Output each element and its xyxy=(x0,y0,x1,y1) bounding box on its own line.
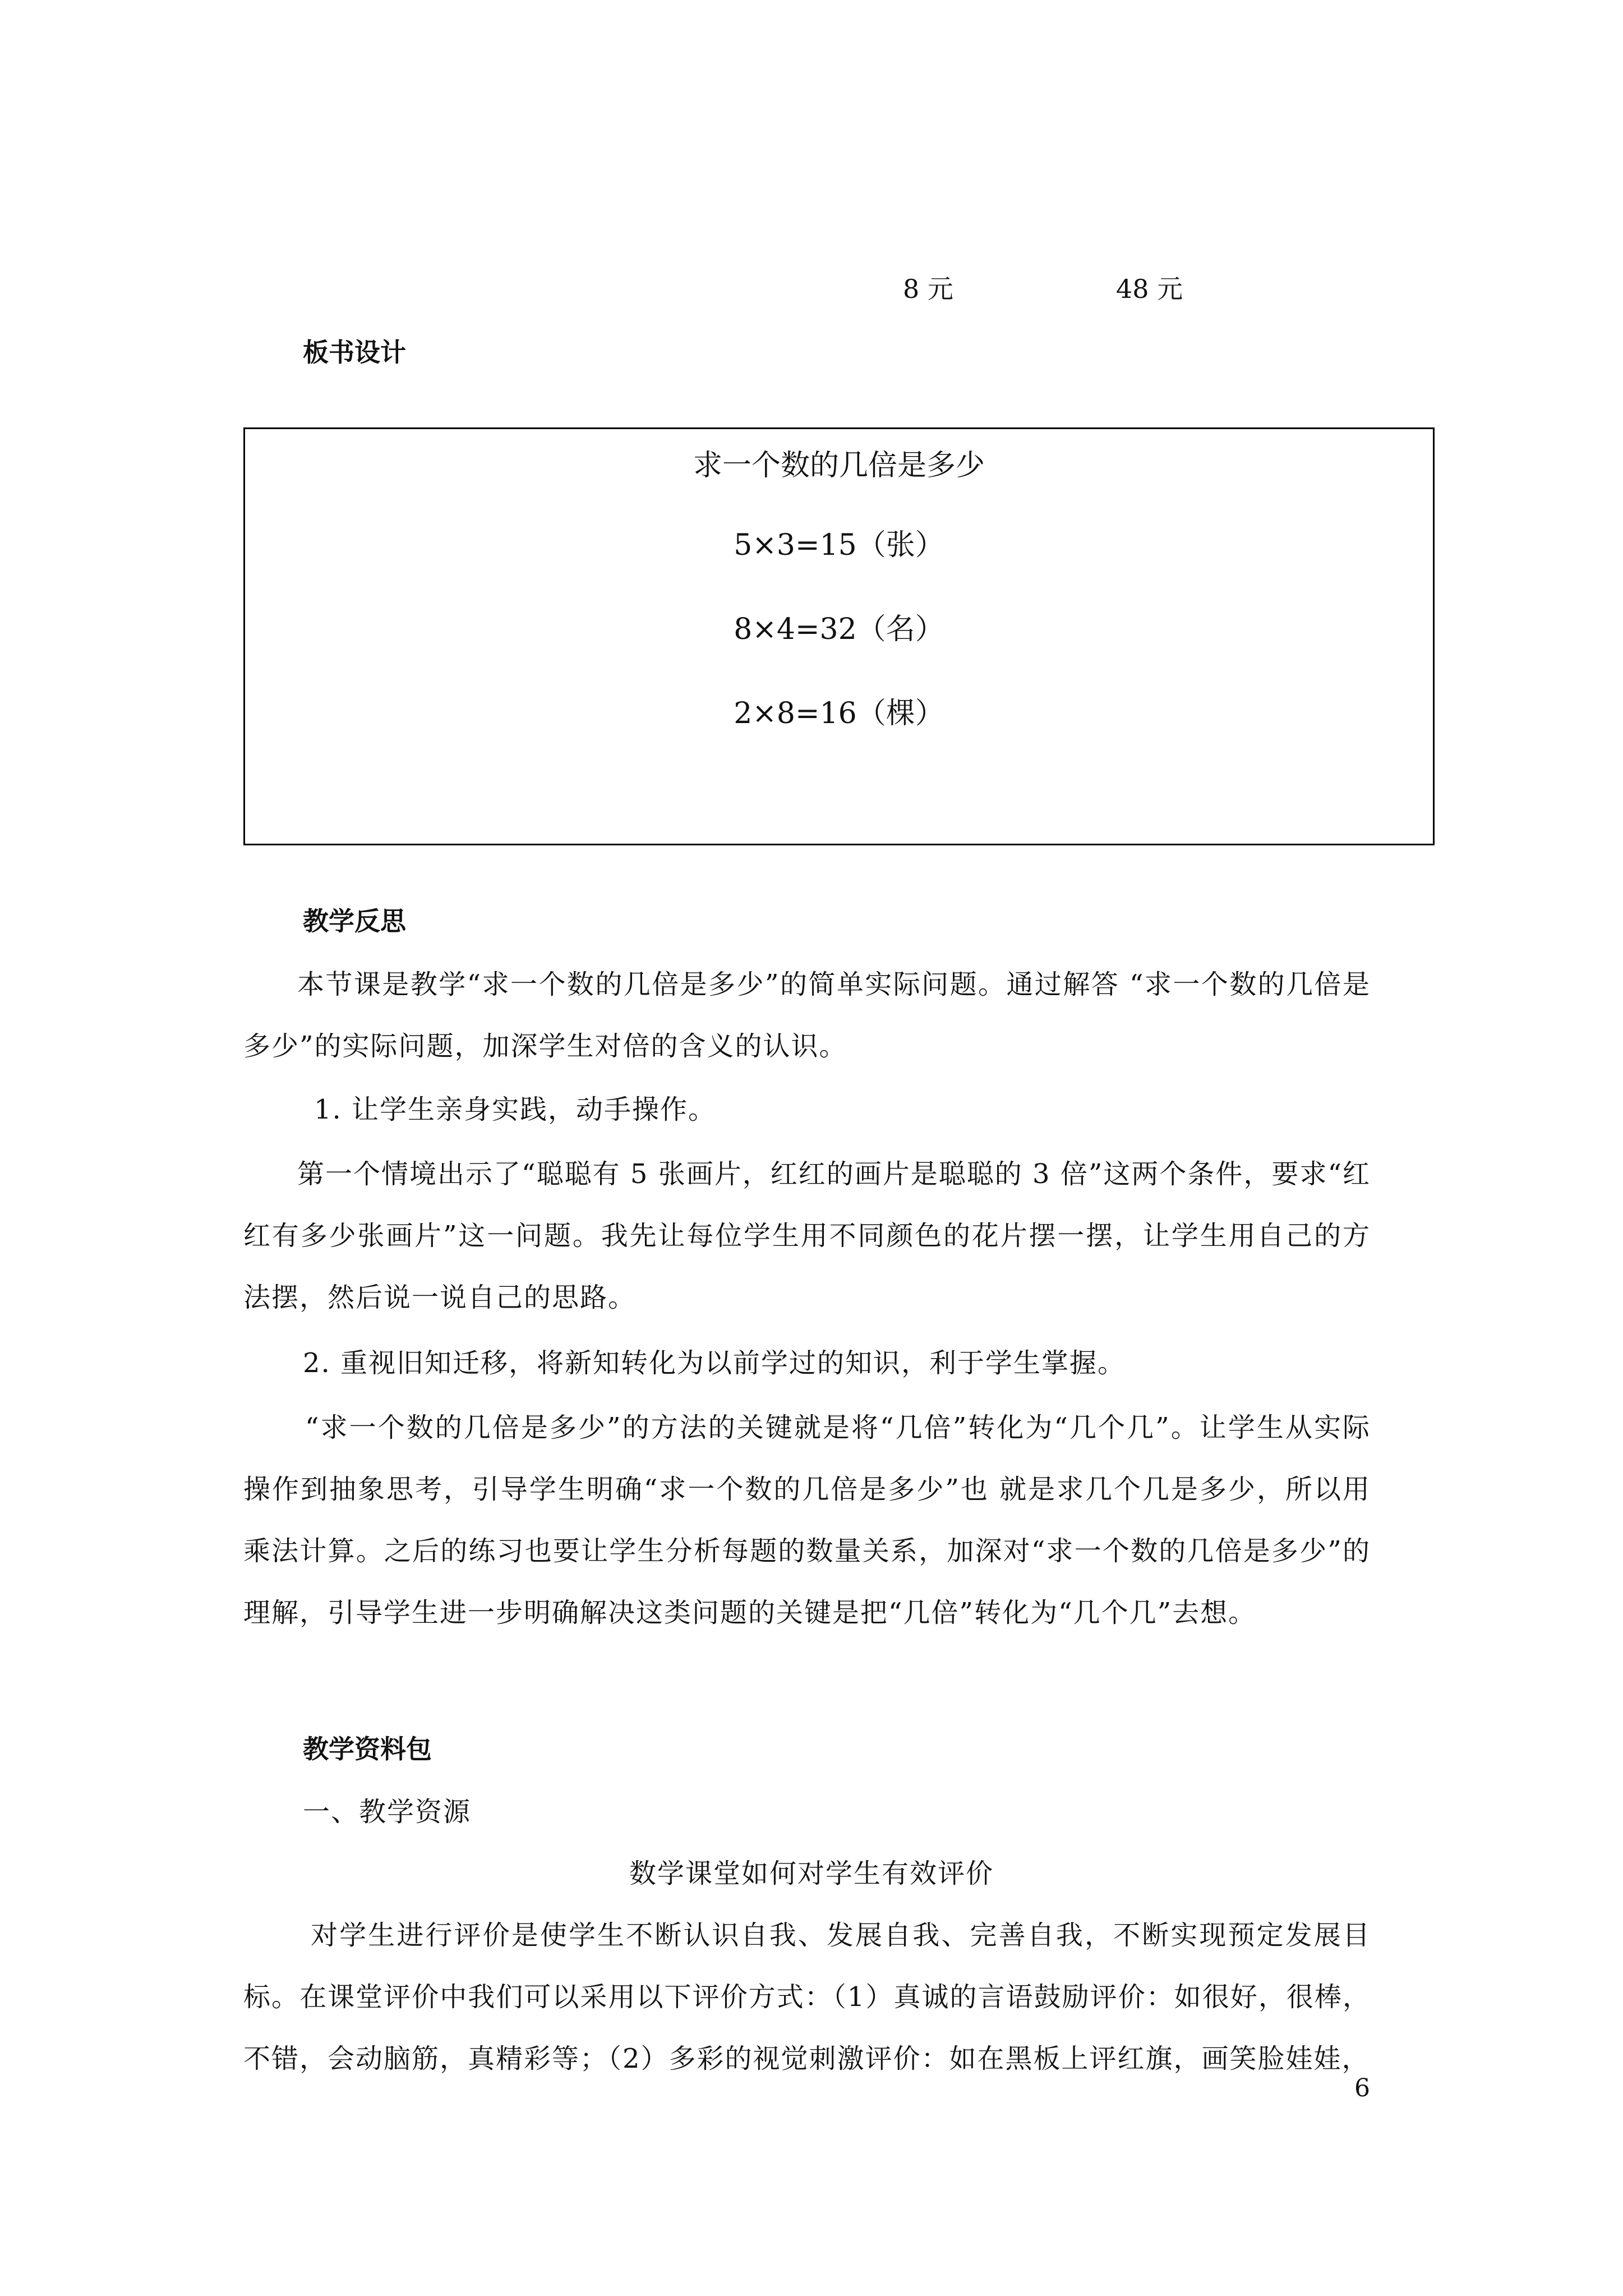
board-equation-2: 8×4=32（名） xyxy=(734,613,944,646)
reflection-point-2-title: 2. 重视旧知迁移，将新知转化为以前学过的知识，利于学生掌握。 xyxy=(303,1347,1126,1379)
reflection-point-2-body: “求一个数的几倍是多少”的方法的关键就是将“几倍”转化为“几个几”。让学生从实际操作到抽象思考，引导学生明确“求一个数的几倍是多少”也 就是求几个几是多少，所以用乘法计算。之后的练习也要让学生分析每题的数量关系，加深对“求一个数的几倍是多少”的理解，引导学生进一步明确解决这类问题的关键是把“几倍”转化为“几个几”去想。 xyxy=(243,1412,1371,1628)
reflection-point-1-title: 1. 让学生亲身实践，动手操作。 xyxy=(314,1094,717,1125)
article-title: 数学课堂如何对学生有效评价 xyxy=(629,1858,994,1889)
board-design-heading: 板书设计 xyxy=(303,337,406,367)
board-equation-1: 5×3=15（张） xyxy=(734,528,944,562)
amount-left: 8 元 xyxy=(903,274,953,304)
reflection-heading: 教学反思 xyxy=(303,906,406,936)
resources-subheading: 一、教学资源 xyxy=(303,1796,472,1828)
board-title: 求一个数的几倍是多少 xyxy=(693,449,985,482)
amount-right: 48 元 xyxy=(1116,274,1183,304)
reflection-intro-paragraph: 本节课是教学“求一个数的几倍是多少”的简单实际问题。通过解答 “求一个数的几倍是多少”的实际问题，加深学生对倍的含义的认识。 xyxy=(243,969,1371,1062)
reflection-point-1-body: 第一个情境出示了“聪聪有 5 张画片，红红的画片是聪聪的 3 倍”这两个条件，要求“红红有多少张画片”这一问题。我先让每位学生用不同颜色的花片摆一摆，让学生用自己的方法摆，然后说一说自己的思路。 xyxy=(243,1158,1371,1313)
board-equation-3: 2×8=16（棵） xyxy=(734,697,944,730)
board-design-box xyxy=(243,427,1435,845)
article-body-paragraph: 对学生进行评价是使学生不断认识自我、发展自我、完善自我，不断实现预定发展目标。在课堂评价中我们可以采用以下评价方式：（1）真诚的言语鼓励评价：如很好，很棒，不错，会动脑筋，真精彩等；（2）多彩的视觉刺激评价：如在黑板上评红旗，画笑脸娃娃， xyxy=(243,1920,1371,2074)
page-number: 6 xyxy=(1354,2074,1370,2102)
resources-heading: 教学资料包 xyxy=(303,1734,432,1764)
